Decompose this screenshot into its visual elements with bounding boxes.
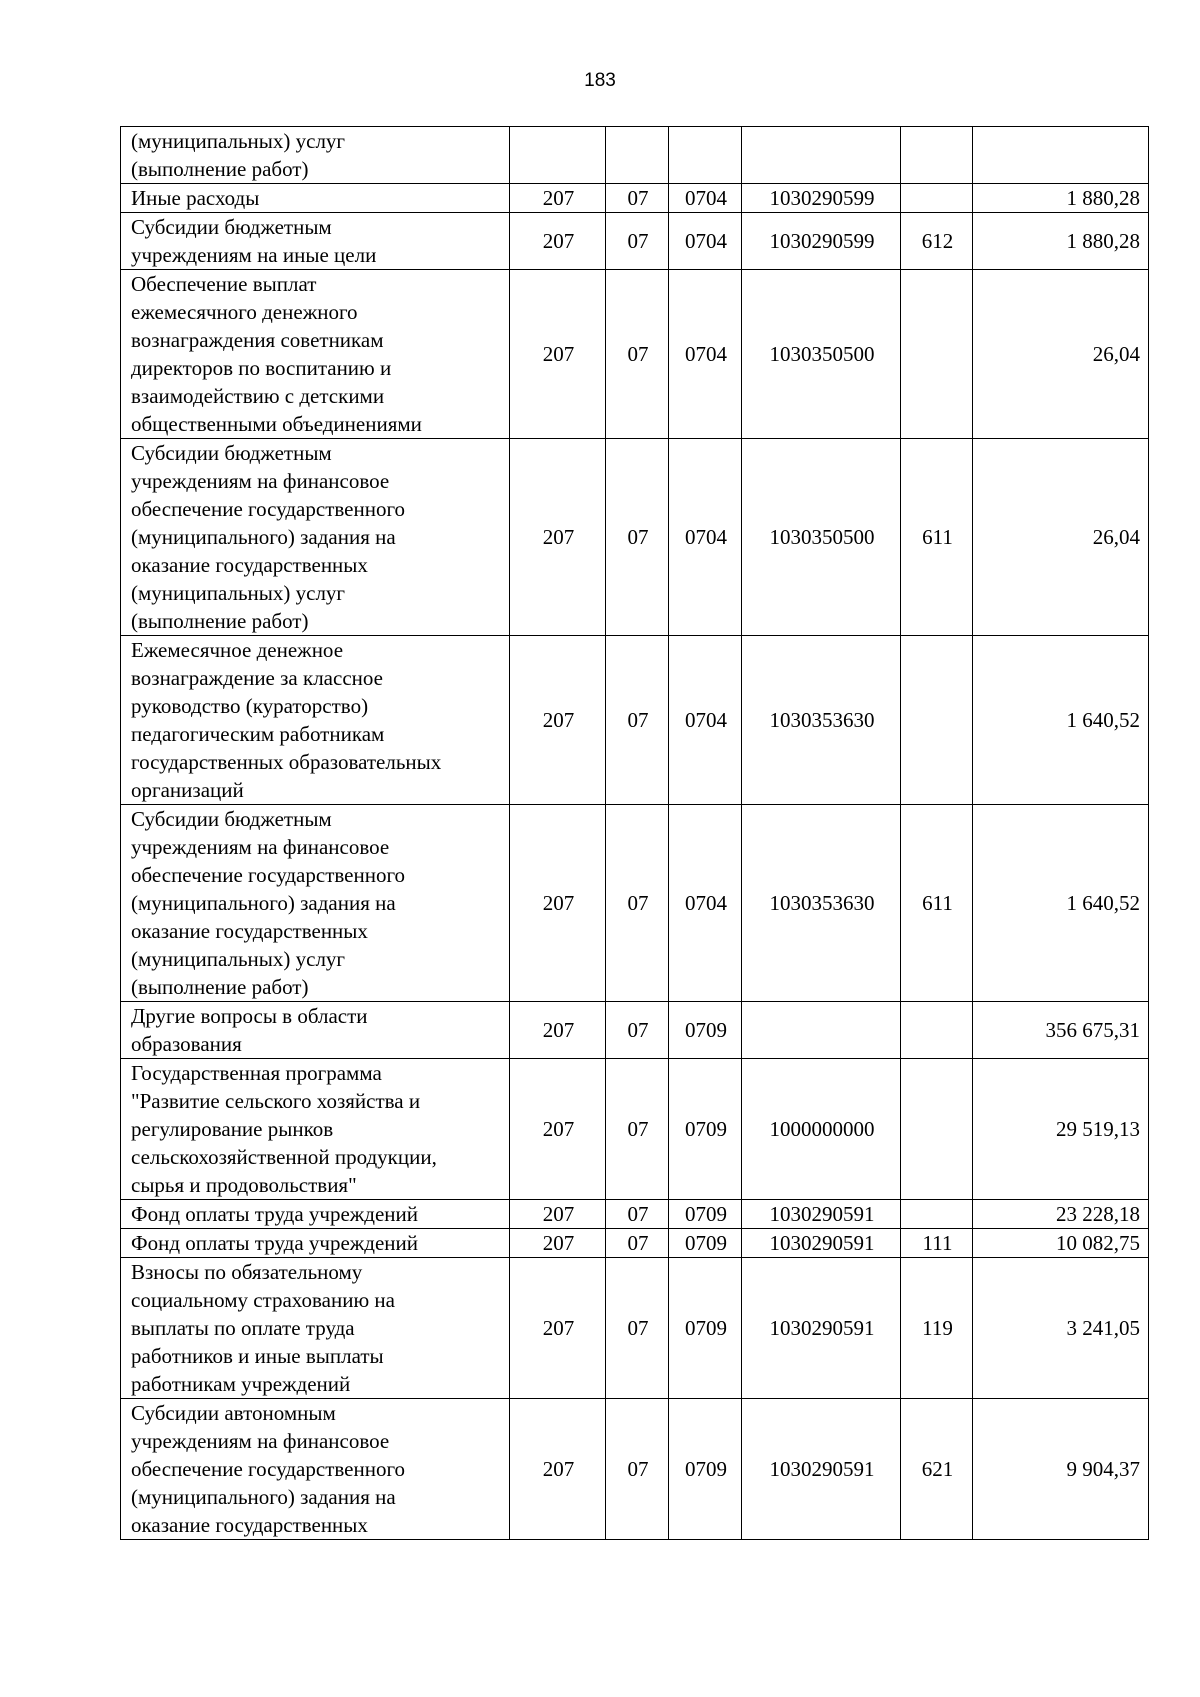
table-row [121,636,1149,805]
cell-name [121,1258,510,1399]
cell-name-line: Фонд оплаты труда учреждений [131,1231,418,1255]
cell-name-line: (муниципальных) услуг [131,947,346,971]
cell-target-article: 1030290591 [742,1200,901,1229]
cell-name-line: Государственная программа [131,1061,382,1085]
cell-name-line: (муниципального) задания на [131,525,396,549]
table-row [121,270,1149,439]
cell-section-code: 07 [606,184,669,213]
cell-target-article [742,127,901,184]
cell-name-line: социальному страхованию на [131,1288,395,1312]
cell-name-line: Субсидии бюджетным [131,441,332,465]
cell-expense-type [901,1059,973,1200]
table-row [121,184,1149,213]
cell-amount: 10 082,75 [973,1229,1149,1258]
cell-section-code: 07 [606,1399,669,1540]
cell-subsection-code: 0704 [669,270,742,439]
cell-name [121,805,510,1002]
cell-name-line: учреждениям на финансовое [131,835,390,859]
cell-target-article: 1030290591 [742,1258,901,1399]
cell-section-code: 07 [606,1200,669,1229]
cell-ministry-code: 207 [510,270,606,439]
cell-target-article: 1030290599 [742,184,901,213]
cell-subsection-code: 0709 [669,1059,742,1200]
cell-expense-type [901,184,973,213]
cell-name [121,213,510,270]
cell-target-article: 1030353630 [742,636,901,805]
cell-name [121,439,510,636]
cell-amount: 1 640,52 [973,636,1149,805]
table-row [121,439,1149,636]
cell-name [121,127,510,184]
cell-name-line: обеспечение государственного [131,497,406,521]
cell-section-code: 07 [606,270,669,439]
cell-ministry-code: 207 [510,1258,606,1399]
table-row [121,1059,1149,1200]
cell-section-code: 07 [606,636,669,805]
cell-name-line: Субсидии бюджетным [131,215,332,239]
cell-name [121,1399,510,1540]
cell-ministry-code: 207 [510,1229,606,1258]
cell-name-line: оказание государственных [131,553,368,577]
table-row [121,1229,1149,1258]
cell-target-article: 1030353630 [742,805,901,1002]
cell-name-line: руководство (кураторство) [131,694,369,718]
cell-ministry-code [510,127,606,184]
cell-name-line: общественными объединениями [131,412,422,436]
cell-name-line: Фонд оплаты труда учреждений [131,1202,418,1226]
cell-section-code: 07 [606,805,669,1002]
cell-name-line: образования [131,1032,242,1056]
cell-name-line: (муниципального) задания на [131,1485,396,1509]
cell-name-line: вознаграждения советникам [131,328,384,352]
cell-name-line: Взносы по обязательному [131,1260,363,1284]
cell-target-article: 1030290599 [742,213,901,270]
cell-name-line: (муниципальных) услуг [131,129,346,153]
cell-name-line: ежемесячного денежного [131,300,358,324]
cell-subsection-code: 0704 [669,184,742,213]
cell-name-line: Другие вопросы в области [131,1004,368,1028]
cell-subsection-code: 0709 [669,1258,742,1399]
cell-name-line: педагогическим работникам [131,722,385,746]
cell-subsection-code: 0704 [669,636,742,805]
cell-ministry-code: 207 [510,213,606,270]
cell-ministry-code: 207 [510,1200,606,1229]
cell-ministry-code: 207 [510,439,606,636]
cell-amount: 23 228,18 [973,1200,1149,1229]
cell-name-line: Ежемесячное денежное [131,638,344,662]
cell-name-line: работникам учреждений [131,1372,351,1396]
cell-name [121,636,510,805]
cell-name-line: государственных образовательных [131,750,442,774]
page-number: 183 [584,70,616,91]
cell-name-line: (муниципального) задания на [131,891,396,915]
cell-name-line: обеспечение государственного [131,1457,406,1481]
cell-name-line: (выполнение работ) [131,157,309,181]
cell-target-article: 1030350500 [742,439,901,636]
cell-subsection-code: 0709 [669,1200,742,1229]
cell-amount: 1 880,28 [973,213,1149,270]
cell-name-line: работников и иные выплаты [131,1344,384,1368]
cell-name-line: Субсидии бюджетным [131,807,332,831]
cell-name-line: оказание государственных [131,919,368,943]
cell-ministry-code: 207 [510,184,606,213]
cell-section-code: 07 [606,1229,669,1258]
table-row [121,1002,1149,1059]
cell-target-article: 1030290591 [742,1399,901,1540]
cell-ministry-code: 207 [510,1002,606,1059]
table-row [121,1399,1149,1540]
cell-expense-type: 119 [901,1258,973,1399]
cell-amount: 29 519,13 [973,1059,1149,1200]
cell-name [121,184,510,213]
cell-name-line: Субсидии автономным [131,1401,336,1425]
cell-section-code: 07 [606,1002,669,1059]
cell-name-line: (муниципальных) услуг [131,581,346,605]
table-row [121,1258,1149,1399]
cell-name [121,1229,510,1258]
cell-subsection-code: 0704 [669,213,742,270]
cell-name-line: взаимодействию с детскими [131,384,385,408]
cell-name-line: (выполнение работ) [131,975,309,999]
cell-target-article: 1030350500 [742,270,901,439]
cell-name-line: учреждениям на финансовое [131,469,390,493]
cell-name-line: директоров по воспитанию и [131,356,392,380]
cell-section-code: 07 [606,213,669,270]
cell-subsection-code: 0709 [669,1229,742,1258]
cell-name-line: сельскохозяйственной продукции, [131,1145,437,1169]
cell-amount: 3 241,05 [973,1258,1149,1399]
cell-expense-type: 611 [901,439,973,636]
cell-name [121,1002,510,1059]
cell-section-code [606,127,669,184]
budget-table [120,126,1149,1540]
cell-name-line: учреждениям на иные цели [131,243,377,267]
cell-expense-type: 611 [901,805,973,1002]
cell-subsection-code: 0704 [669,805,742,1002]
cell-expense-type: 621 [901,1399,973,1540]
cell-target-article: 1030290591 [742,1229,901,1258]
cell-amount [973,127,1149,184]
cell-subsection-code [669,127,742,184]
cell-name-line: организаций [131,778,244,802]
cell-name [121,1059,510,1200]
cell-amount: 356 675,31 [973,1002,1149,1059]
cell-subsection-code: 0704 [669,439,742,636]
cell-ministry-code: 207 [510,805,606,1002]
cell-ministry-code: 207 [510,636,606,805]
cell-name-line: выплаты по оплате труда [131,1316,355,1340]
cell-subsection-code: 0709 [669,1399,742,1540]
cell-section-code: 07 [606,1258,669,1399]
cell-expense-type: 612 [901,213,973,270]
cell-target-article [742,1002,901,1059]
cell-name-line: Обеспечение выплат [131,272,317,296]
cell-section-code: 07 [606,439,669,636]
cell-expense-type [901,1002,973,1059]
cell-amount: 26,04 [973,270,1149,439]
cell-expense-type: 111 [901,1229,973,1258]
cell-section-code: 07 [606,1059,669,1200]
table-row [121,127,1149,184]
cell-ministry-code: 207 [510,1059,606,1200]
cell-ministry-code: 207 [510,1399,606,1540]
table-body [121,127,1149,1540]
cell-expense-type [901,1200,973,1229]
cell-name [121,270,510,439]
cell-name-line: учреждениям на финансовое [131,1429,390,1453]
table-row [121,213,1149,270]
cell-name-line: обеспечение государственного [131,863,406,887]
cell-expense-type [901,270,973,439]
cell-amount: 1 880,28 [973,184,1149,213]
cell-amount: 9 904,37 [973,1399,1149,1540]
cell-subsection-code: 0709 [669,1002,742,1059]
cell-name-line: сырья и продовольствия" [131,1173,357,1197]
cell-name-line: вознаграждение за классное [131,666,383,690]
cell-name [121,1200,510,1229]
cell-name-line: регулирование рынков [131,1117,334,1141]
cell-name-line: оказание государственных [131,1513,368,1537]
cell-name-line: "Развитие сельского хозяйства и [131,1089,421,1113]
cell-expense-type [901,636,973,805]
cell-expense-type [901,127,973,184]
table-row [121,805,1149,1002]
cell-name-line: (выполнение работ) [131,609,309,633]
cell-target-article: 1000000000 [742,1059,901,1200]
cell-name-line: Иные расходы [131,186,260,210]
table-row [121,1200,1149,1229]
cell-amount: 26,04 [973,439,1149,636]
cell-amount: 1 640,52 [973,805,1149,1002]
